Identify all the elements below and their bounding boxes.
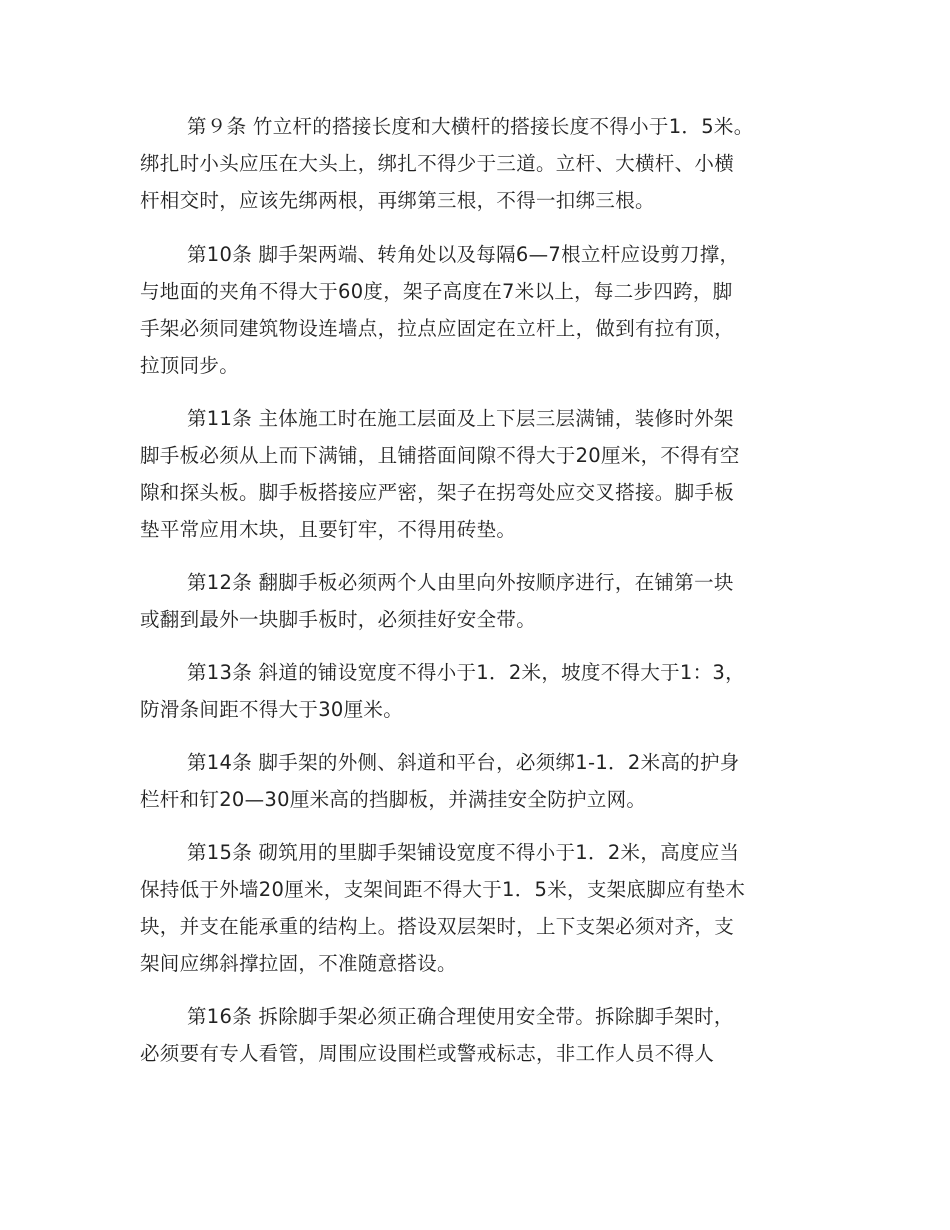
paragraph-line: 栏杆和钉20—30厘米高的挡脚板，并满挂安全防护立网。 <box>140 788 647 811</box>
paragraph-line: 第13条 斜道的铺设宽度不得小于1．2米，坡度不得大于1：3， <box>187 661 745 684</box>
paragraph-line: 拉顶同步。 <box>140 354 240 377</box>
paragraph-line: 第12条 翻脚手板必须两个人由里向外按顺序进行，在铺第一块 <box>187 571 734 594</box>
paragraph-line: 保持低于外墙20厘米，支架间距不得大于1．5米，支架底脚应有垫木 <box>140 878 746 901</box>
paragraph-line: 脚手板必须从上而下满铺，且铺搭面间隙不得大于20厘米，不得有空 <box>140 444 740 467</box>
paragraph-line: 垫平常应用木块，且要钉牢，不得用砖垫。 <box>140 518 517 541</box>
paragraph-line: 防滑条间距不得大于30厘米。 <box>140 698 404 721</box>
paragraph-line: 块，并支在能承重的结构上。搭设双层架时，上下支架必须对齐，支 <box>140 915 735 938</box>
paragraph-line: 第10条 脚手架两端、转角处以及每隔6—7根立杆应设剪刀撑， <box>187 243 740 266</box>
paragraph-line: 第14条 脚手架的外侧、斜道和平台，必须绑1-1．2米高的护身 <box>187 751 740 774</box>
paragraph-line: 杆相交时，应该先绑两根，再绑第三根，不得一扣绑三根。 <box>140 189 655 212</box>
paragraph-line: 第11条 主体施工时在施工层面及上下层三层满铺，装修时外架 <box>187 407 734 430</box>
paragraph-line: 第16条 拆除脚手架必须正确合理使用安全带。拆除脚手架时， <box>187 1005 734 1028</box>
paragraph-line: 必须要有专人看管，周围应设围栏或警戒标志，非工作人员不得人 <box>140 1042 715 1065</box>
paragraph-line: 架间应绑斜撑拉固，不准随意搭设。 <box>140 952 457 975</box>
paragraph-line: 或翻到最外一块脚手板时，必须挂好安全带。 <box>140 608 537 631</box>
paragraph-line: 绑扎时小头应压在大头上，绑扎不得少于三道。立杆、大横杆、小横 <box>140 152 735 175</box>
paragraph-line: 与地面的夹角不得大于60度，架子高度在7米以上，每二步四跨，脚 <box>140 280 733 303</box>
paragraph-line: 隙和探头板。脚手板搭接应严密，架子在拐弯处应交叉搭接。脚手板 <box>140 481 735 504</box>
paragraph-line: 第９条 竹立杆的搭接长度和大横杆的搭接长度不得小于1．5米。 <box>187 115 754 138</box>
paragraph-line: 第15条 砌筑用的里脚手架铺设宽度不得小于1．2米，高度应当 <box>187 841 740 864</box>
paragraph-line: 手架必须同建筑物设连墙点，拉点应固定在立杆上，做到有拉有顶， <box>140 317 735 340</box>
